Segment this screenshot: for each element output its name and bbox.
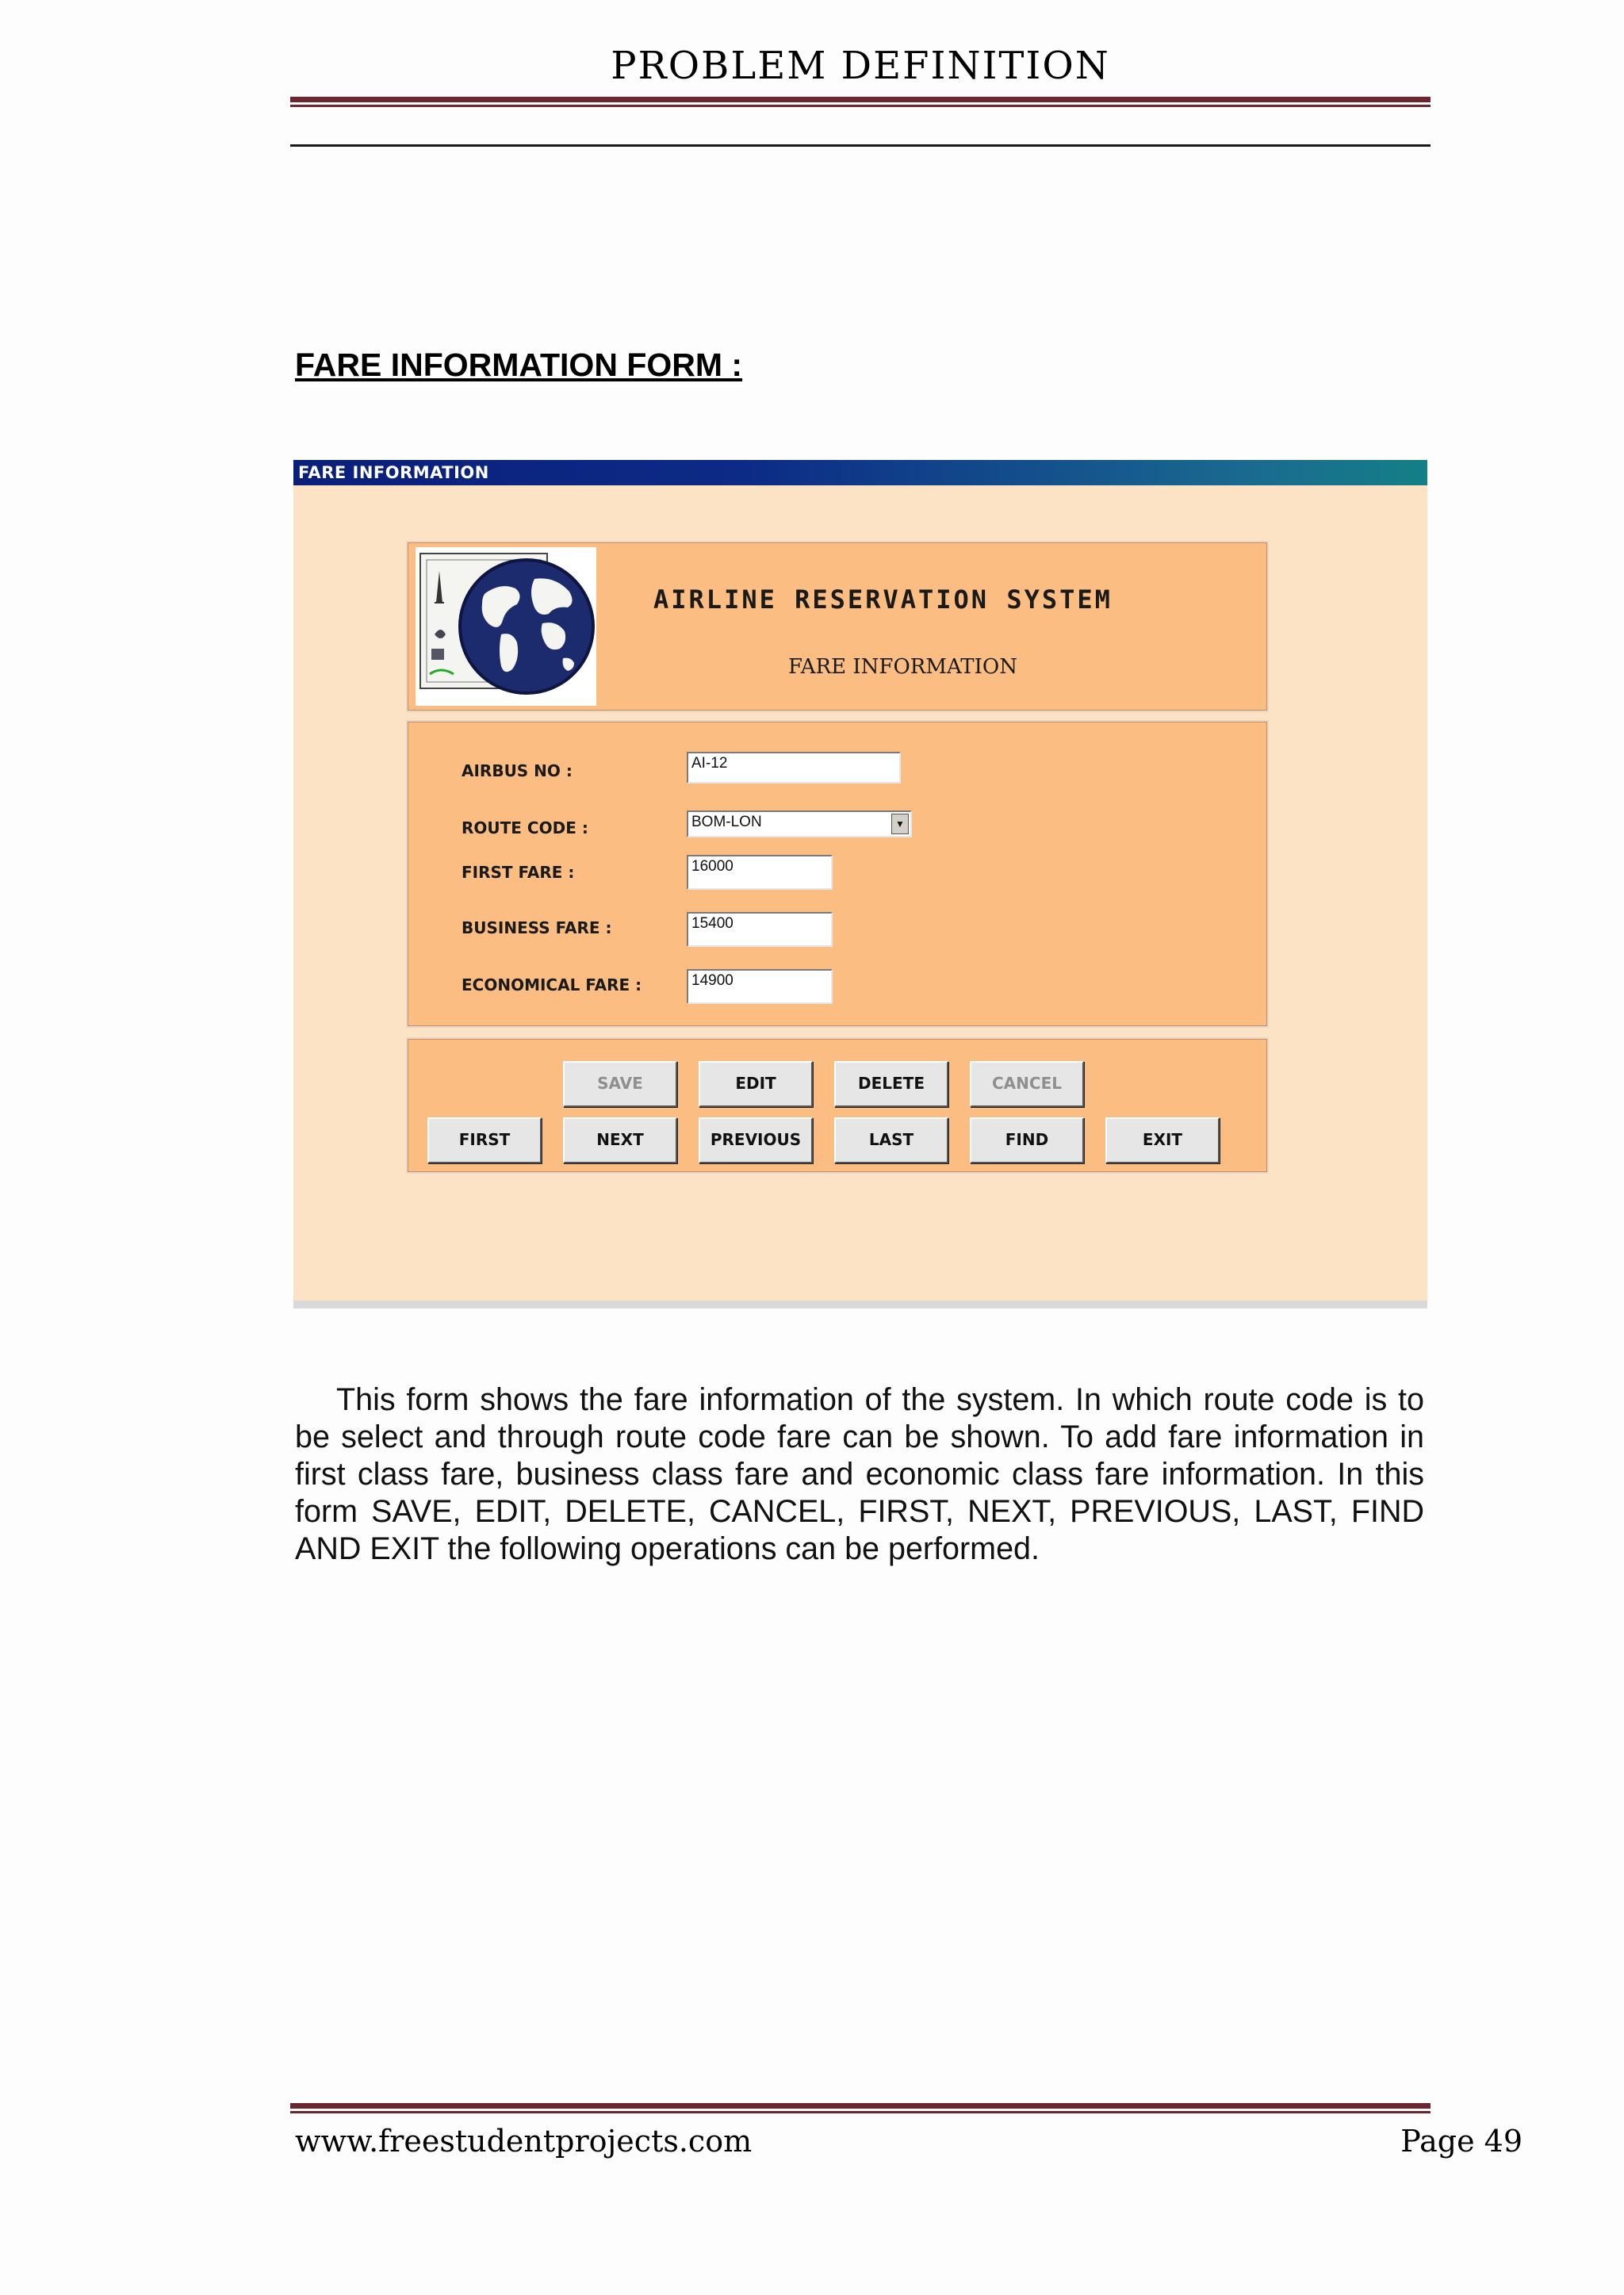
fare-information-window (293, 460, 1427, 1308)
economical-fare-label: ECONOMICAL FARE : (462, 975, 642, 994)
footer-website: www.freestudentprojects.com (295, 2124, 753, 2159)
fields-panel (406, 720, 1269, 1028)
form-title: FARE INFORMATION (788, 655, 1017, 679)
description-paragraph: This form shows the fare information of the system. In which route code is to be select and through route code fare can be shown. To add fare information in first class fare, business class fare and economic class fare information. In this form SAVE, EDIT, DELETE, CANCEL, FIRST, NEXT, PREVIOUS, LAST, FIND AND EXIT the following operations can be performed. (295, 1382, 1424, 1566)
window-titlebar[interactable] (293, 460, 1427, 485)
previous-button[interactable]: PREVIOUS (699, 1117, 813, 1163)
header-rule-thin (290, 105, 1431, 107)
header-panel (406, 541, 1269, 712)
airbus-no-label: AIRBUS NO : (462, 761, 573, 780)
app-title: AIRLINE RESERVATION SYSTEM (653, 584, 1113, 615)
first-button[interactable]: FIRST (427, 1117, 542, 1163)
last-button[interactable]: LAST (834, 1117, 948, 1163)
window-title: FARE INFORMATION (298, 463, 489, 482)
globe-icon (416, 547, 596, 706)
edit-button[interactable]: EDIT (699, 1061, 813, 1107)
route-code-value: BOM-LON (691, 814, 762, 830)
find-button[interactable]: FIND (970, 1117, 1084, 1163)
route-code-label: ROUTE CODE : (462, 818, 588, 837)
header-rule (290, 97, 1431, 102)
window-bottom-edge (293, 1301, 1427, 1308)
header-underline (290, 144, 1431, 147)
route-code-select[interactable] (687, 810, 912, 837)
page-number: Page 49 (1400, 2124, 1522, 2159)
buttons-panel (406, 1037, 1269, 1174)
save-button[interactable]: SAVE (563, 1061, 677, 1107)
section-heading: FARE INFORMATION FORM : (295, 347, 743, 383)
exit-button[interactable]: EXIT (1105, 1117, 1220, 1163)
footer-rule (290, 2103, 1431, 2109)
dropdown-arrow-icon[interactable]: ▼ (891, 814, 909, 834)
first-fare-label: FIRST FARE : (462, 863, 575, 882)
airbus-no-input[interactable]: AI-12 (687, 752, 901, 784)
cancel-button[interactable]: CANCEL (970, 1061, 1084, 1107)
delete-button[interactable]: DELETE (834, 1061, 948, 1107)
page-header-title: PROBLEM DEFINITION (611, 44, 1110, 88)
footer-rule-thin (290, 2111, 1431, 2113)
business-fare-label: BUSINESS FARE : (462, 918, 612, 937)
next-button[interactable]: NEXT (563, 1117, 677, 1163)
first-fare-input[interactable]: 16000 (687, 855, 833, 890)
economical-fare-input[interactable]: 14900 (687, 969, 833, 1004)
business-fare-input[interactable]: 15400 (687, 912, 833, 947)
